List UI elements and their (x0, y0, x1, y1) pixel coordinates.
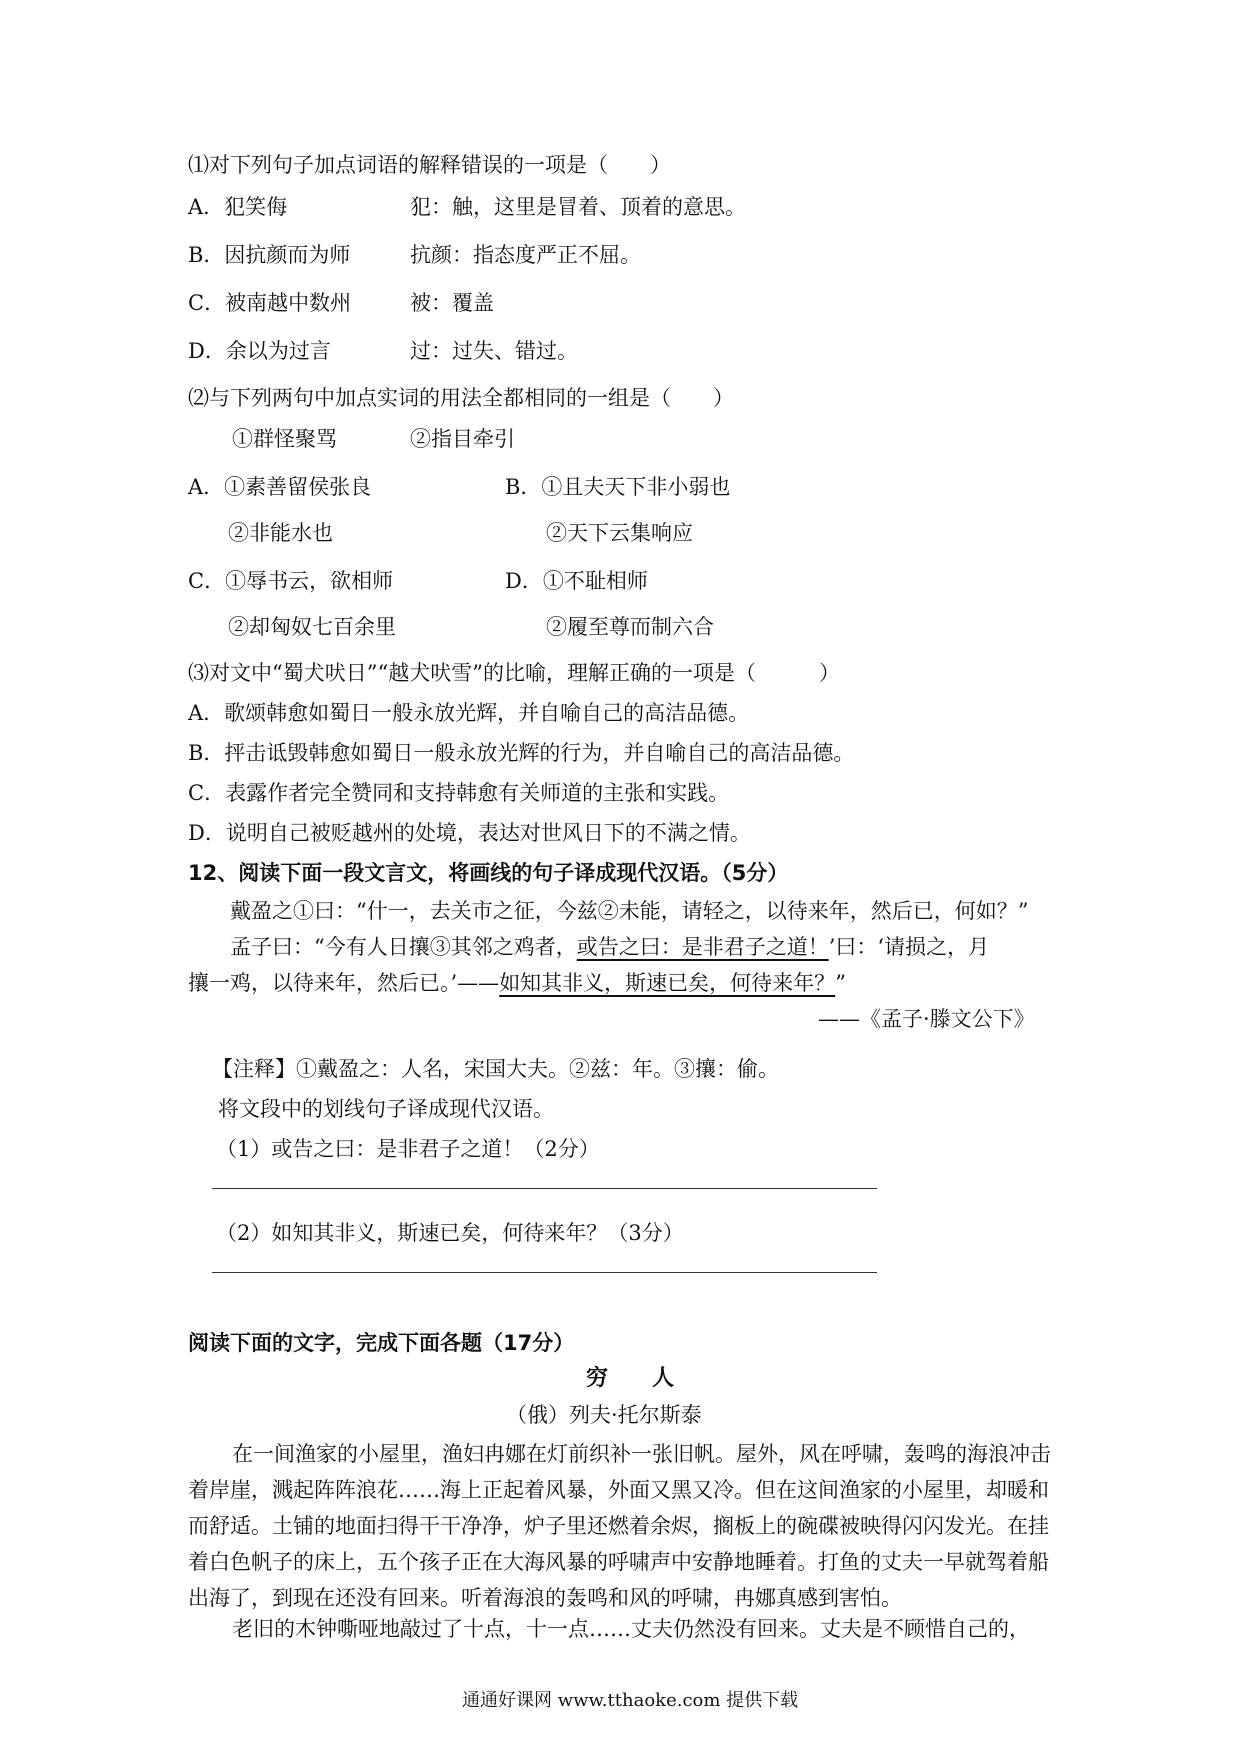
reading-title: 穷 人 (586, 1366, 675, 1391)
q11-sub3-option-d: D．说明自己被贬越州的处境，表达对世风日下的不满之情。 (188, 821, 751, 845)
q11-sub2-stem: ⑵与下列两句中加点实词的用法全都相同的一组是（ ） (188, 386, 734, 410)
q11-sub1-option-a-label: A．犯笑侮 (188, 195, 288, 219)
q12-answer-line-2[interactable] (212, 1272, 877, 1273)
q12-translate-2-prompt: （2）如知其非义，斯速已矣，何待来年？（3分） (216, 1221, 684, 1245)
q11-sub1-option-a-explain: 犯：触，这里是冒着、顶着的意思。 (410, 195, 746, 219)
q11-sub1-option-b-label: B．因抗颜而为师 (188, 243, 351, 267)
page-footer: 通通好课网 www.tthaoke.com 提供下载 (462, 1690, 799, 1711)
q11-sub1-option-d-label: D．余以为过言 (188, 339, 331, 363)
q11-sub2-c1: C．①辱书云，欲相师 (188, 569, 394, 593)
q11-sub2-c2: ②却匈奴七百余里 (228, 615, 396, 639)
q12-instruction: 将文段中的划线句子译成现代汉语。 (218, 1097, 554, 1121)
q12-translate-1-prompt: （1）或告之曰：是非君子之道！（2分） (216, 1137, 600, 1161)
q11-sub2-b2: ②天下云集响应 (546, 521, 693, 545)
q12-title: 12、阅读下面一段文言文，将画线的句子译成现代汉语。（5分） (188, 861, 789, 885)
q11-sub2-a1: A．①素善留侯张良 (188, 475, 372, 499)
q12-note: 【注释】①戴盈之：人名，宋国大夫。②兹：年。③攘：偷。 (212, 1057, 779, 1081)
q12-paragraph-3 (188, 968, 846, 998)
q11-sub2-d1: D．①不耻相师 (505, 569, 648, 593)
reading-author: （俄）列夫·托尔斯泰 (506, 1403, 702, 1427)
q11-sub2-given2: ②指目牵引 (410, 427, 515, 451)
q11-sub2-b1: B．①且夫天下非小弱也 (505, 475, 731, 499)
q11-sub3-option-c: C．表露作者完全赞同和支持韩愈有关师道的主张和实践。 (188, 781, 730, 805)
q12-paragraph-3-end: ” (835, 971, 846, 995)
q11-sub3-option-a: A．歌颂韩愈如蜀日一般永放光辉，并自喻自己的高洁品德。 (188, 701, 750, 725)
q12-underlined-sentence-2: 如知其非义，斯速已矣，何待来年？ (499, 971, 836, 995)
q11-sub2-d2: ②履至尊而制六合 (546, 615, 714, 639)
reading-paragraph-2: 老旧的木钟嘶哑地敲过了十点，十一点……丈夫仍然没有回来。丈夫是不顾惜自己的， (232, 1617, 1030, 1641)
q12-paragraph-2-start: 孟子曰：“今有人日攘③其邻之鸡者， (230, 935, 577, 959)
q12-answer-line-1[interactable] (212, 1188, 877, 1189)
reading-header: 阅读下面的文字，完成下面各题（17分） (188, 1331, 575, 1355)
q11-sub2-a2: ②非能水也 (228, 521, 333, 545)
q11-sub3-option-b: B．抨击诋毁韩愈如蜀日一般永放光辉的行为，并自喻自己的高洁品德。 (188, 741, 855, 765)
q11-sub2-given1: ①群怪聚骂 (232, 427, 337, 451)
q11-sub1-option-b-explain: 抗颜：指态度严正不屈。 (410, 243, 641, 267)
q11-sub1-option-c-explain: 被：覆盖 (410, 291, 494, 315)
q12-paragraph-3-start: 攘一鸡，以待来年，然后已。’—— (188, 971, 500, 995)
q11-sub1-option-d-explain: 过：过失、错过。 (410, 339, 578, 363)
reading-paragraph-1: 在一间渔家的小屋里，渔妇冉娜在灯前织补一张旧帆。屋外，风在呼啸，轰鸣的海浪冲击着岸崖，溅起阵阵浪花……海上正起着风暴，外面又黑又冷。但在这间渔家的小屋里，却暖和而舒适。土铺的地面扫得干干净净，炉子里还燃着余烬，搁板上的碗碟被映得闪闪发光。在挂着白色帆子的床上，五个孩子正在大海风暴的呼啸声中安静地睡着。打鱼的丈夫一早就驾着船出海了，到现在还没有回来。听着海浪的轰鸣和风的呼啸，冉娜真感到害怕。 (188, 1442, 1051, 1610)
q12-paragraph-1: 戴盈之①曰：“什一，去关市之征，今兹②未能，请轻之，以待来年，然后已，何如？” (230, 899, 1029, 923)
q12-source: ——《孟子·滕文公下》 (818, 1007, 1035, 1031)
q12-underlined-sentence-1: 或告之曰：是非君子之道！ (576, 935, 829, 959)
q11-sub1-stem: ⑴对下列句子加点词语的解释错误的一项是（ ） (188, 153, 671, 177)
q12-paragraph-2 (230, 932, 989, 962)
q11-sub1-option-c-label: C．被南越中数州 (188, 291, 352, 315)
q12-paragraph-2-end: ’曰：‘请损之，月 (828, 935, 990, 959)
q11-sub3-stem: ⑶对文中“蜀犬吠日”“越犬吠雪”的比喻，理解正确的一项是（ ） (188, 661, 840, 685)
